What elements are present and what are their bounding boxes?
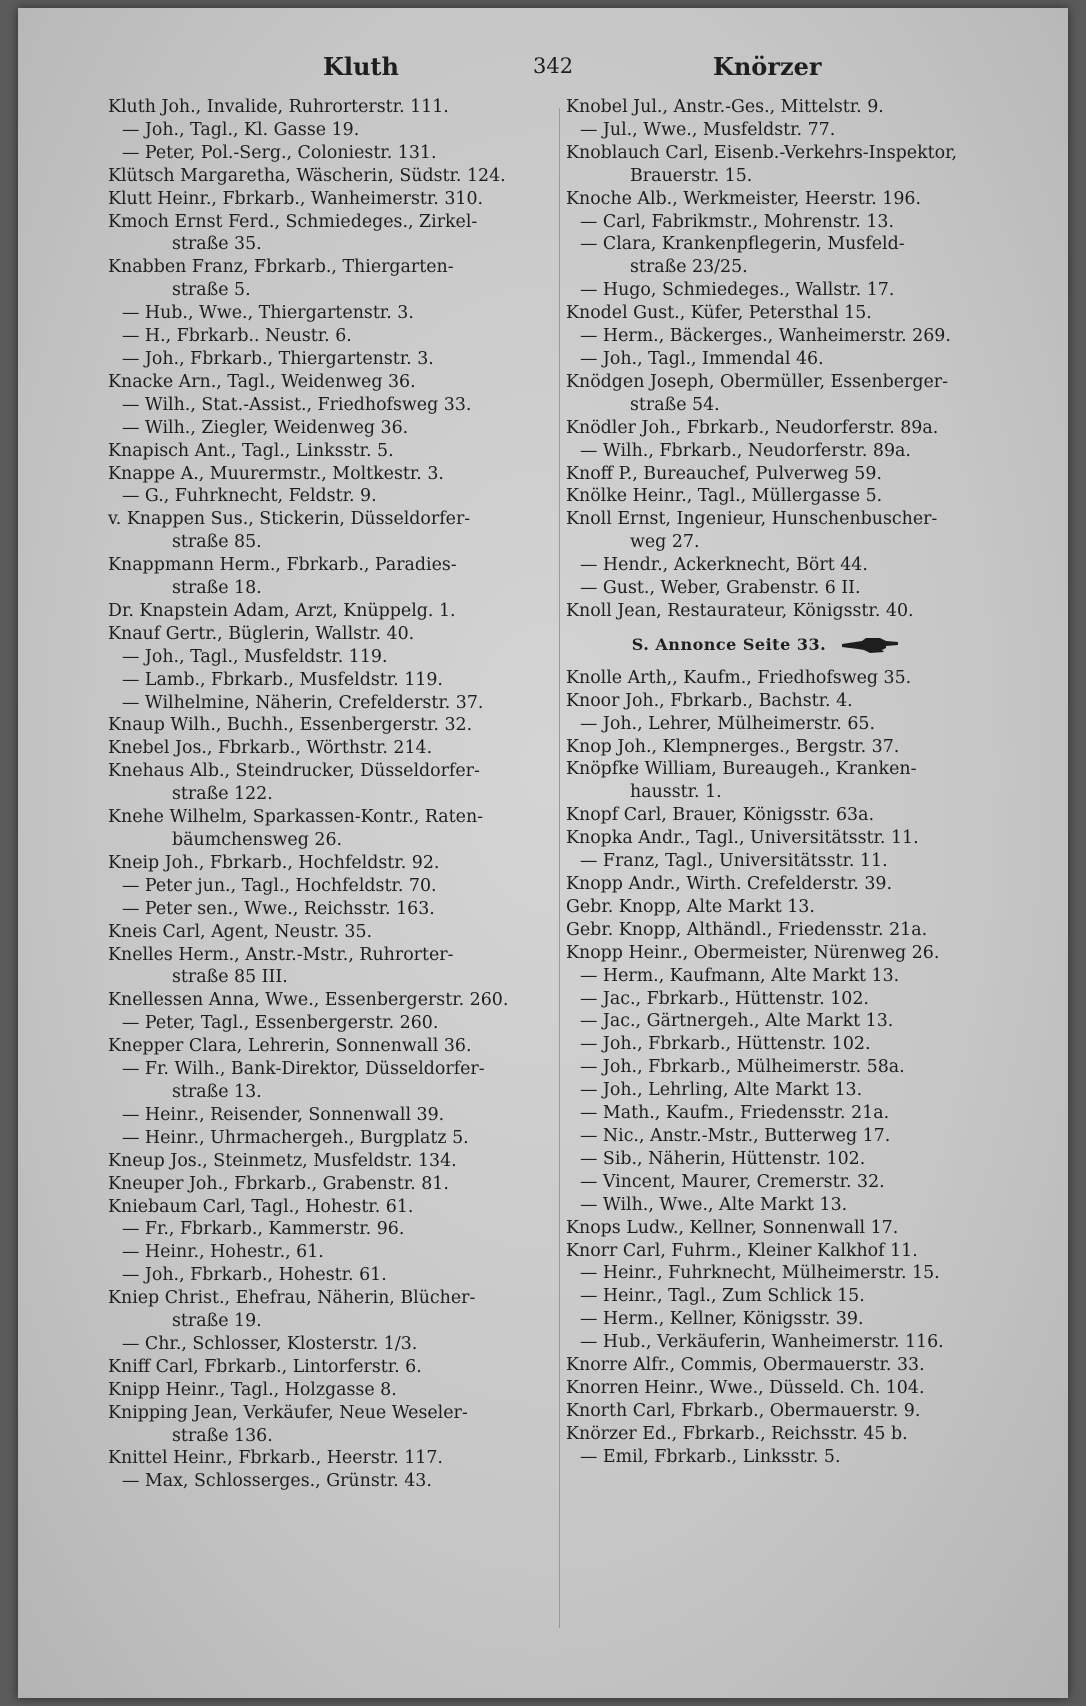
directory-entry-line: straße 85 III.	[172, 967, 288, 988]
directory-entry-line: straße 85.	[172, 532, 262, 553]
directory-page	[18, 8, 1068, 1698]
directory-entry-line: Knaup Wilh., Buchh., Essenbergerstr. 32.	[108, 715, 473, 736]
directory-entry-line: — H., Fbrkarb.. Neustr. 6.	[122, 326, 352, 347]
directory-entry-line: Knepper Clara, Lehrerin, Sonnenwall 36.	[108, 1036, 472, 1057]
directory-entry-line: — Heinr., Reisender, Sonnenwall 39.	[122, 1104, 445, 1125]
directory-entry-line: Knappmann Herm., Fbrkarb., Paradies-	[108, 555, 457, 576]
directory-entry-line: Knopka Andr., Tagl., Universitätsstr. 11.	[566, 828, 919, 849]
directory-entry-line: Klutt Heinr., Fbrkarb., Wanheimerstr. 310.	[108, 188, 484, 209]
directory-entry-line: — Peter jun., Tagl., Hochfeldstr. 70.	[122, 875, 437, 896]
directory-entry-line: Knop Joh., Klempnerges., Bergstr. 37.	[566, 736, 900, 757]
directory-entry-line: Knorth Carl, Fbrkarb., Obermauerstr. 9.	[566, 1400, 921, 1421]
directory-entry-line: — Jac., Fbrkarb., Hüttenstr. 102.	[580, 988, 869, 1009]
directory-entry-line: — Jul., Wwe., Musfeldstr. 77.	[580, 119, 836, 140]
page-number: 342	[533, 54, 574, 78]
directory-entry-line: Dr. Knapstein Adam, Arzt, Knüppelg. 1.	[108, 600, 456, 621]
directory-entry-line: Klütsch Margaretha, Wäscherin, Südstr. 124.	[108, 165, 506, 186]
right-column-bottom	[566, 667, 1006, 1469]
directory-entry-line: — Joh., Tagl., Immendal 46.	[580, 348, 824, 369]
directory-entry-line: Knorr Carl, Fuhrm., Kleiner Kalkhof 11.	[566, 1240, 918, 1261]
column-divider	[559, 108, 560, 1628]
directory-entry-line: v. Knappen Sus., Stickerin, Düsseldorfer-	[108, 509, 471, 530]
directory-entry-line: — Heinr., Uhrmachergeh., Burgplatz 5.	[122, 1127, 469, 1148]
directory-entry-line: Knacke Arn., Tagl., Weidenweg 36.	[108, 371, 416, 392]
directory-entry-line: Knapisch Ant., Tagl., Linksstr. 5.	[108, 440, 394, 461]
directory-entry-line: Knobel Jul., Anstr.-Ges., Mittelstr. 9.	[566, 97, 884, 117]
directory-entry-line: — Clara, Krankenpflegerin, Musfeld-	[580, 234, 905, 255]
directory-entry-line: — Joh., Fbrkarb., Mülheimerstr. 58a.	[580, 1057, 905, 1078]
directory-entry-line: — Wilhelmine, Näherin, Crefelderstr. 37.	[122, 692, 484, 713]
directory-entry-line: — Peter sen., Wwe., Reichsstr. 163.	[122, 898, 435, 919]
directory-entry-line: Kniebaum Carl, Tagl., Hohestr. 61.	[108, 1196, 414, 1217]
directory-entry-line: Knoff P., Bureauchef, Pulverweg 59.	[566, 463, 882, 484]
directory-entry-line: — Joh., Tagl., Musfeldstr. 119.	[122, 646, 388, 667]
directory-entry-line: — Herm., Kellner, Königsstr. 39.	[580, 1309, 864, 1330]
directory-entry-line: Knöpfke William, Bureaugeh., Kranken-	[566, 759, 917, 780]
directory-entry-line: Knodel Gust., Küfer, Petersthal 15.	[566, 303, 872, 324]
directory-entry-line: — Vincent, Maurer, Cremerstr. 32.	[580, 1171, 885, 1192]
directory-entry-line: Knauf Gertr., Büglerin, Wallstr. 40.	[108, 623, 415, 644]
right-column	[566, 96, 1006, 1469]
directory-entry-line: weg 27.	[630, 532, 700, 553]
directory-entry-line: Kneis Carl, Agent, Neustr. 35.	[108, 921, 373, 942]
directory-entry-line: — Heinr., Fuhrknecht, Mülheimerstr. 15.	[580, 1263, 940, 1284]
directory-entry-line: — Joh., Tagl., Kl. Gasse 19.	[122, 119, 360, 140]
directory-entry-line: — Heinr., Hohestr., 61.	[122, 1242, 324, 1263]
header-right-word: Knörzer	[713, 52, 822, 81]
directory-entry-line: Knölke Heinr., Tagl., Müllergasse 5.	[566, 486, 883, 507]
directory-entry-line: Knödgen Joseph, Obermüller, Essenberger-	[566, 371, 948, 392]
directory-entry-line: — Hub., Wwe., Thiergartenstr. 3.	[122, 303, 414, 324]
directory-entry-line: hausstr. 1.	[630, 782, 722, 803]
directory-entry-line: — G., Fuhrknecht, Feldstr. 9.	[122, 486, 377, 507]
directory-entry-line: Kniff Carl, Fbrkarb., Lintorferstr. 6.	[108, 1356, 422, 1377]
directory-entry-line: Gebr. Knopp, Althändl., Friedensstr. 21a.	[566, 919, 928, 940]
directory-entry-line: straße 54.	[630, 394, 720, 415]
directory-entry-line: Knehe Wilhelm, Sparkassen-Kontr., Raten-	[108, 807, 484, 828]
directory-entry-line: — Wilh., Fbrkarb., Neudorferstr. 89a.	[580, 440, 911, 461]
directory-entry-line: Knopp Andr., Wirth. Crefelderstr. 39.	[566, 874, 892, 894]
directory-entry-line: — Herm., Bäckerges., Wanheimerstr. 269.	[580, 326, 951, 347]
directory-entry-line: Knolle Arth,, Kaufm., Friedhofsweg 35.	[566, 667, 912, 688]
directory-entry-line: Knappe A., Muurermstr., Moltkestr. 3.	[108, 463, 444, 484]
directory-entry-line: Kluth Joh., Invalide, Ruhrorterstr. 111.	[108, 97, 449, 117]
directory-entry-line: — Herm., Kaufmann, Alte Markt 13.	[580, 965, 900, 986]
directory-entry-line: — Hendr., Ackerknecht, Bört 44.	[580, 555, 868, 576]
directory-entry-line: Kmoch Ernst Ferd., Schmiedeges., Zirkel-	[108, 211, 478, 232]
running-head	[18, 46, 1068, 86]
directory-entry-line: — Franz, Tagl., Universitätsstr. 11.	[580, 851, 888, 872]
directory-entry-line: Kniep Christ., Ehefrau, Näherin, Blücher-	[108, 1288, 476, 1309]
directory-entry-line: Knödler Joh., Fbrkarb., Neudorferstr. 89a.	[566, 417, 939, 438]
directory-entry-line: Kneuper Joh., Fbrkarb., Grabenstr. 81.	[108, 1173, 449, 1194]
directory-entry-line: — Jac., Gärtnergeh., Alte Markt 13.	[580, 1011, 894, 1032]
directory-entry-line: Knorren Heinr., Wwe., Düsseld. Ch. 104.	[566, 1377, 925, 1398]
directory-entry-line: Knorre Alfr., Commis, Obermauerstr. 33.	[566, 1355, 925, 1376]
directory-entry-line: Knellessen Anna, Wwe., Essenbergerstr. 260.	[108, 990, 509, 1011]
directory-entry-line: — Hugo, Schmiedeges., Wallstr. 17.	[580, 280, 895, 301]
directory-entry-line: straße 18.	[172, 578, 262, 599]
right-column-top	[566, 96, 1006, 623]
pointing-hand-icon	[840, 635, 900, 655]
directory-entry-line: — Nic., Anstr.-Mstr., Butterweg 17.	[580, 1125, 891, 1146]
directory-entry-line: — Joh., Fbrkarb., Hüttenstr. 102.	[580, 1034, 871, 1055]
directory-entry-line: Knehaus Alb., Steindrucker, Düsseldorfer-	[108, 761, 480, 782]
directory-entry-line: — Chr., Schlosser, Klosterstr. 1/3.	[122, 1333, 418, 1354]
directory-entry-line: Knörzer Ed., Fbrkarb., Reichsstr. 45 b.	[566, 1423, 908, 1444]
directory-entry-line: Knops Ludw., Kellner, Sonnenwall 17.	[566, 1217, 899, 1238]
directory-entry-line: — Emil, Fbrkarb., Linksstr. 5.	[580, 1446, 841, 1467]
annonce-text: S. Annonce Seite 33.	[631, 634, 827, 654]
directory-entry-line: straße 19.	[172, 1311, 262, 1332]
directory-entry-line: bäumchensweg 26.	[172, 830, 343, 850]
directory-entry-line: — Gust., Weber, Grabenstr. 6 II.	[580, 578, 861, 599]
directory-entry-line: Knoll Jean, Restaurateur, Königsstr. 40.	[566, 600, 914, 621]
directory-entry-line: — Carl, Fabrikmstr., Mohrenstr. 13.	[580, 211, 895, 232]
directory-entry-line: Knipp Heinr., Tagl., Holzgasse 8.	[108, 1379, 397, 1400]
directory-entry-line: Brauerstr. 15.	[630, 165, 753, 186]
directory-entry-line: Knoll Ernst, Ingenieur, Hunschenbuscher-	[566, 509, 938, 530]
directory-entry-line: — Heinr., Tagl., Zum Schlick 15.	[580, 1286, 865, 1307]
directory-entry-line: Knoor Joh., Fbrkarb., Bachstr. 4.	[566, 690, 853, 711]
left-column	[108, 96, 548, 1493]
directory-entry-line: — Joh., Fbrkarb., Thiergartenstr. 3.	[122, 348, 434, 369]
directory-entry-line: — Joh., Lehrer, Mülheimerstr. 65.	[580, 713, 875, 734]
directory-entry-line: — Hub., Verkäuferin, Wanheimerstr. 116.	[580, 1332, 944, 1353]
directory-entry-line: Gebr. Knopp, Alte Markt 13.	[566, 896, 815, 917]
directory-entry-line: — Joh., Lehrling, Alte Markt 13.	[580, 1080, 863, 1101]
directory-entry-line: straße 35.	[172, 234, 262, 255]
directory-entry-line: — Fr., Fbrkarb., Kammerstr. 96.	[122, 1219, 405, 1240]
directory-entry-line: — Peter, Pol.-Serg., Coloniestr. 131.	[122, 142, 437, 163]
directory-entry-line: — Joh., Fbrkarb., Hohestr. 61.	[122, 1265, 387, 1286]
directory-entry-line: Knelles Herm., Anstr.-Mstr., Ruhrorter-	[108, 944, 454, 965]
header-left-word: Kluth	[323, 52, 399, 81]
directory-entry-line: Kneip Joh., Fbrkarb., Hochfeldstr. 92.	[108, 852, 440, 873]
directory-entry-line: Knabben Franz, Fbrkarb., Thiergarten-	[108, 257, 454, 278]
directory-entry-line: — Wilh., Wwe., Alte Markt 13.	[580, 1194, 848, 1215]
directory-entry-line: straße 13.	[172, 1081, 262, 1102]
directory-entry-line: — Wilh., Stat.-Assist., Friedhofsweg 33.	[122, 394, 472, 415]
directory-entry-line: — Peter, Tagl., Essenbergerstr. 260.	[122, 1013, 439, 1034]
directory-entry-line: Knipping Jean, Verkäufer, Neue Weseler-	[108, 1402, 468, 1423]
directory-entry-line: — Fr. Wilh., Bank-Direktor, Düsseldorfer-	[122, 1059, 485, 1080]
annonce-notice	[566, 634, 1006, 656]
directory-entry-line: straße 5.	[172, 280, 251, 301]
directory-entry-line: Knoblauch Carl, Eisenb.-Verkehrs-Inspektor,	[566, 142, 957, 163]
directory-entry-line: straße 136.	[172, 1425, 273, 1446]
directory-entry-line: Kneup Jos., Steinmetz, Musfeldstr. 134.	[108, 1150, 457, 1171]
directory-entry-line: — Math., Kaufm., Friedensstr. 21a.	[580, 1103, 890, 1124]
directory-entry-line: — Sib., Näherin, Hüttenstr. 102.	[580, 1148, 866, 1169]
directory-entry-line: straße 122.	[172, 784, 273, 805]
directory-entry-line: — Wilh., Ziegler, Weidenweg 36.	[122, 417, 409, 438]
directory-entry-line: — Max, Schlosserges., Grünstr. 43.	[122, 1471, 432, 1492]
directory-entry-line: Knoche Alb., Werkmeister, Heerstr. 196.	[566, 188, 922, 209]
directory-entry-line: Knittel Heinr., Fbrkarb., Heerstr. 117.	[108, 1448, 443, 1469]
directory-entry-line: — Lamb., Fbrkarb., Musfeldstr. 119.	[122, 669, 443, 690]
directory-entry-line: Knebel Jos., Fbrkarb., Wörthstr. 214.	[108, 738, 433, 759]
directory-entry-line: Knopf Carl, Brauer, Königsstr. 63a.	[566, 805, 874, 826]
directory-entry-line: straße 23/25.	[630, 257, 748, 278]
directory-entry-line: Knopp Heinr., Obermeister, Nürenweg 26.	[566, 942, 940, 963]
